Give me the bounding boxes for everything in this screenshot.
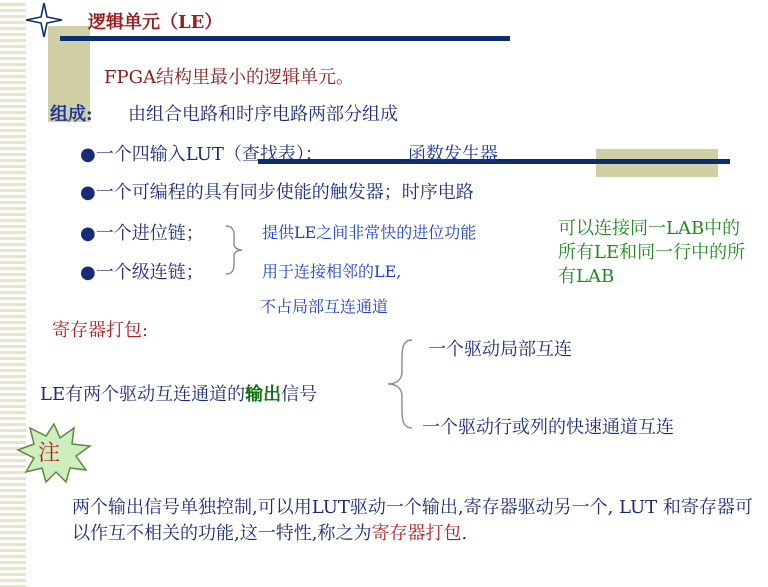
le-drive-text	[40, 380, 317, 406]
note-label: 注	[38, 441, 61, 466]
brace-icon	[222, 224, 246, 276]
no-local-route-note: 不占局部互连通道	[260, 297, 389, 316]
bullet-text: 一个级连链；	[95, 262, 204, 283]
drive-fast-text: 一个驱动行或列的快速通道互连	[422, 417, 674, 438]
bullet-carry-chain	[80, 219, 204, 245]
bullet-dot: ●	[80, 144, 96, 165]
title-underline-bar	[60, 36, 510, 41]
cascade-note: 用于连接相邻的LE,	[262, 262, 402, 281]
brace-icon	[382, 338, 416, 430]
notebook-margin	[0, 0, 26, 587]
bullet-flipflop	[80, 178, 474, 204]
slide-title: 逻辑单元（LE）	[88, 12, 223, 33]
le-drive-prefix: LE有两个驱动互连通道的	[40, 384, 246, 405]
composition-text: 由组合电路和时序电路两部分组成	[128, 104, 398, 125]
bullet-lut	[80, 140, 323, 166]
explanation-paragraph	[72, 495, 762, 547]
para-text: 两个输出信号单独控制,可以用LUT驱动一个输出,寄存器驱动另一个, LUT 和寄存器可以作互不相关的功能,这一特性,称之为	[72, 497, 753, 544]
bullet-dot: ●	[80, 262, 96, 283]
definition-text: FPGA结构里最小的逻辑单元。	[104, 67, 354, 88]
le-drive-bold: 输出	[245, 384, 282, 405]
carry-note: 提供LE之间非常快的进位功能	[262, 223, 477, 242]
drive-local-text: 一个驱动局部互连	[428, 339, 572, 360]
bullet-dot: ●	[80, 223, 96, 244]
para-end: .	[461, 523, 468, 544]
le-drive-suffix: 信号	[281, 384, 318, 405]
bullet-text: 一个可编程的具有同步使能的触发器；时序电路	[95, 182, 474, 203]
register-packing-label: 寄存器打包:	[52, 320, 149, 341]
function-generator-label: 函数发生器	[408, 144, 498, 165]
composition-label: 组成:	[50, 104, 93, 125]
bullet-text: 一个进位链；	[95, 223, 204, 244]
bullet-text: 一个四输入LUT（查找表）；	[95, 144, 323, 165]
para-highlight: 寄存器打包	[371, 523, 462, 544]
compass-star-icon	[24, 2, 64, 38]
lab-connect-note: 可以连接同一LAB中的所有LE和同一行中的所有LAB	[558, 218, 746, 287]
bullet-cascade-chain	[80, 258, 204, 284]
bullet-dot: ●	[80, 182, 96, 203]
